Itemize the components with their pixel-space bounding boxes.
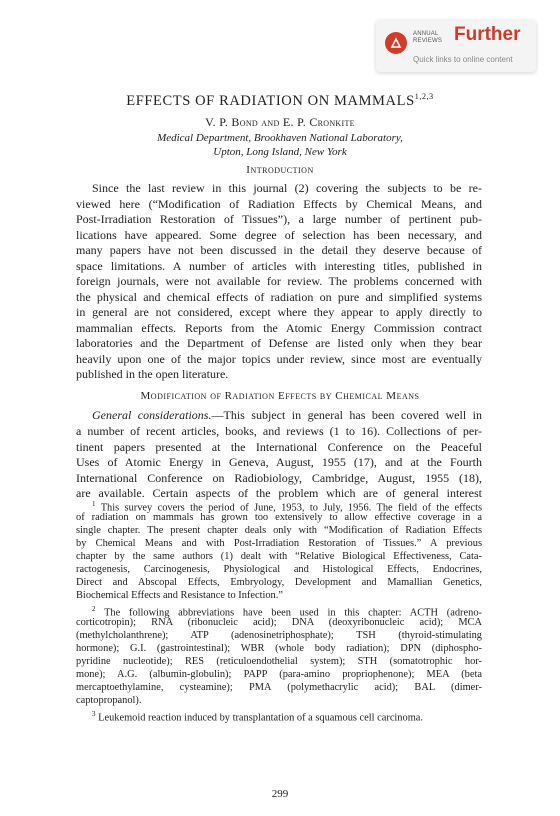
footnote-text: Direct and Abscopal Effects, Embryology, Development and Mamallian Genetics, bbox=[76, 577, 482, 588]
footnote-line bbox=[76, 681, 482, 694]
section-heading-modification: Modification of Radiation Effects by Chemical Means bbox=[140, 390, 420, 402]
footnote-text: Leukemoid reaction induced by transplantation of a squamous cell carcinoma. bbox=[98, 712, 423, 724]
footnote-line bbox=[76, 537, 482, 550]
affiliation-line-1: Medical Department, Brookhaven National Laboratory, bbox=[157, 132, 403, 144]
footnote-line bbox=[76, 642, 482, 655]
paragraph-line: mammalian effects. Reports from the Atomic Energy Commission contract bbox=[76, 320, 482, 335]
badge-brand: ANNUAL REVIEWS bbox=[413, 31, 443, 44]
paragraph-line: International Conference on Radiobiology, Cambridge, August, 1955 (18), bbox=[76, 470, 482, 485]
section-heading-introduction: Introduction bbox=[246, 164, 314, 176]
footnote-mark: 3 bbox=[92, 710, 96, 718]
footnote-line bbox=[76, 511, 482, 524]
footnote-text: pyridine nucleotide); RES (reticuloendothelial system); STH (somatotrophic hor- bbox=[76, 656, 482, 667]
footnote-line bbox=[76, 563, 482, 576]
paragraph-line: lications have appeared. Some degree of selection has been necessary, and bbox=[76, 227, 482, 242]
paragraph-line: are available. Certain aspects of the problem which are of general interest bbox=[76, 486, 482, 500]
footnote-mark: 1 bbox=[92, 500, 96, 508]
paragraph-line: Uses of Atomic Energy in Geneva, August, 1955 (17), and at the Fourth bbox=[76, 455, 482, 469]
footnote-text: by Chemical Means and with Post-Irradiation Restoration of Tissues.” A previous bbox=[76, 538, 482, 549]
further-badge[interactable] bbox=[376, 20, 536, 72]
footnote-text: chapter by the same authors (1) dealt with “Relative Biological Effectiveness, Cata- bbox=[76, 551, 482, 562]
footnote-line bbox=[76, 629, 482, 642]
paragraph-line: published in the open literature. bbox=[76, 367, 229, 381]
paragraph-line: in general are not considered, except where they appear to apply directly to bbox=[76, 305, 482, 319]
footnote-line bbox=[76, 616, 482, 629]
footnote-line bbox=[76, 550, 482, 563]
footnote-text: mone); A.G. (albumin-globulin); PAPP (para-amino propriophenone); MEA (beta bbox=[76, 669, 482, 680]
paragraph-line: many papers have not been discussed in the detail they deserve because of bbox=[76, 243, 482, 257]
page-number: 299 bbox=[271, 788, 289, 800]
paragraph-line: a number of recent articles, books, and reviews (1 to 16). Collections of per- bbox=[76, 424, 482, 438]
paragraph-line: space limitations. A number of articles with interesting titles, published in bbox=[76, 258, 482, 273]
footnote-line bbox=[76, 655, 482, 668]
badge-subtitle: Quick links to online content bbox=[413, 55, 513, 64]
paragraph-line: heavily upon one of the major topics under review, since most are eventually bbox=[76, 351, 482, 366]
footnote-text: hormone); G.I. (gastrointestinal); WBR (whole body radiation); DPN (diphospho- bbox=[76, 643, 482, 654]
footnote-line bbox=[76, 524, 482, 537]
paragraph-line: tinent papers presented at the International Conference on the Peaceful bbox=[76, 439, 482, 454]
footnote-text: captopropanol). bbox=[76, 695, 142, 706]
footnote-line bbox=[76, 589, 482, 602]
footnote-text: of radiation on mammals has grown too extensively to allow effective coverage in a bbox=[76, 512, 482, 523]
article-title: EFFECTS OF RADIATION ON MAMMALS$^{1,2,3}$ bbox=[126, 92, 434, 109]
badge-further-label: Further bbox=[454, 24, 521, 45]
paragraph-line: viewed here (“Modification of Radiation Effects by Chemical Means, and bbox=[76, 196, 482, 211]
footnote-text: mercaptoethylamine, cysteamine); PMA (polymethacrylic acid); BAL (dimer- bbox=[76, 682, 482, 693]
footnote-line bbox=[76, 576, 482, 589]
footnote-text: corticotropin); RNA (ribonucleic acid); DNA (deoxyribonucleic acid); MCA bbox=[76, 617, 482, 628]
footnote-line bbox=[92, 708, 482, 724]
paragraph-line: the physical and chemical effects of radiation on pure and simplified systems bbox=[76, 289, 482, 304]
footnote-text: Biochemical Effects and Resistance to Infection.” bbox=[76, 590, 283, 601]
paragraph-line: Since the last review in this journal (2) covering the subjects to be re- bbox=[92, 181, 482, 195]
footnote-line bbox=[76, 668, 482, 681]
further-logo-icon bbox=[385, 32, 407, 54]
paragraph-line: foreign journals, were not available for review. The problems concerned with bbox=[76, 274, 482, 288]
footnote-line bbox=[76, 694, 482, 707]
authors: V. P. Bond and E. P. Cronkite bbox=[205, 115, 355, 129]
footnote-text: single chapter. The present chapter deals only with “Modification of Radiation Effects bbox=[76, 525, 482, 536]
footnote-text: The following abbreviations have been used in this chapter: ACTH (adreno- bbox=[104, 607, 482, 619]
footnote-text: ractogenesis, Carcinogenesis, Physiological and Histological Effects, Endocrines, bbox=[76, 564, 482, 575]
footnote-text: This survey covers the period of June, 1953, to July, 1956. The field of the effects bbox=[100, 502, 482, 514]
paragraph-line: Post-Irradiation Restoration of Tissues”), a large number of pertinent pub- bbox=[76, 212, 482, 226]
paragraph-line: laboratories and the Department of Defense are listed only when they bear bbox=[76, 336, 482, 350]
affiliation-line-2: Upton, Long Island, New York bbox=[213, 146, 347, 158]
paragraph-line: General considerations.—This subject in general has been covered well in bbox=[92, 408, 482, 422]
footnote-mark: 2 bbox=[92, 605, 96, 613]
footnote-text: (methylcholanthrene); ATP (adenosinetriphosphate); TSH (thyroid-stimulating bbox=[76, 630, 482, 641]
